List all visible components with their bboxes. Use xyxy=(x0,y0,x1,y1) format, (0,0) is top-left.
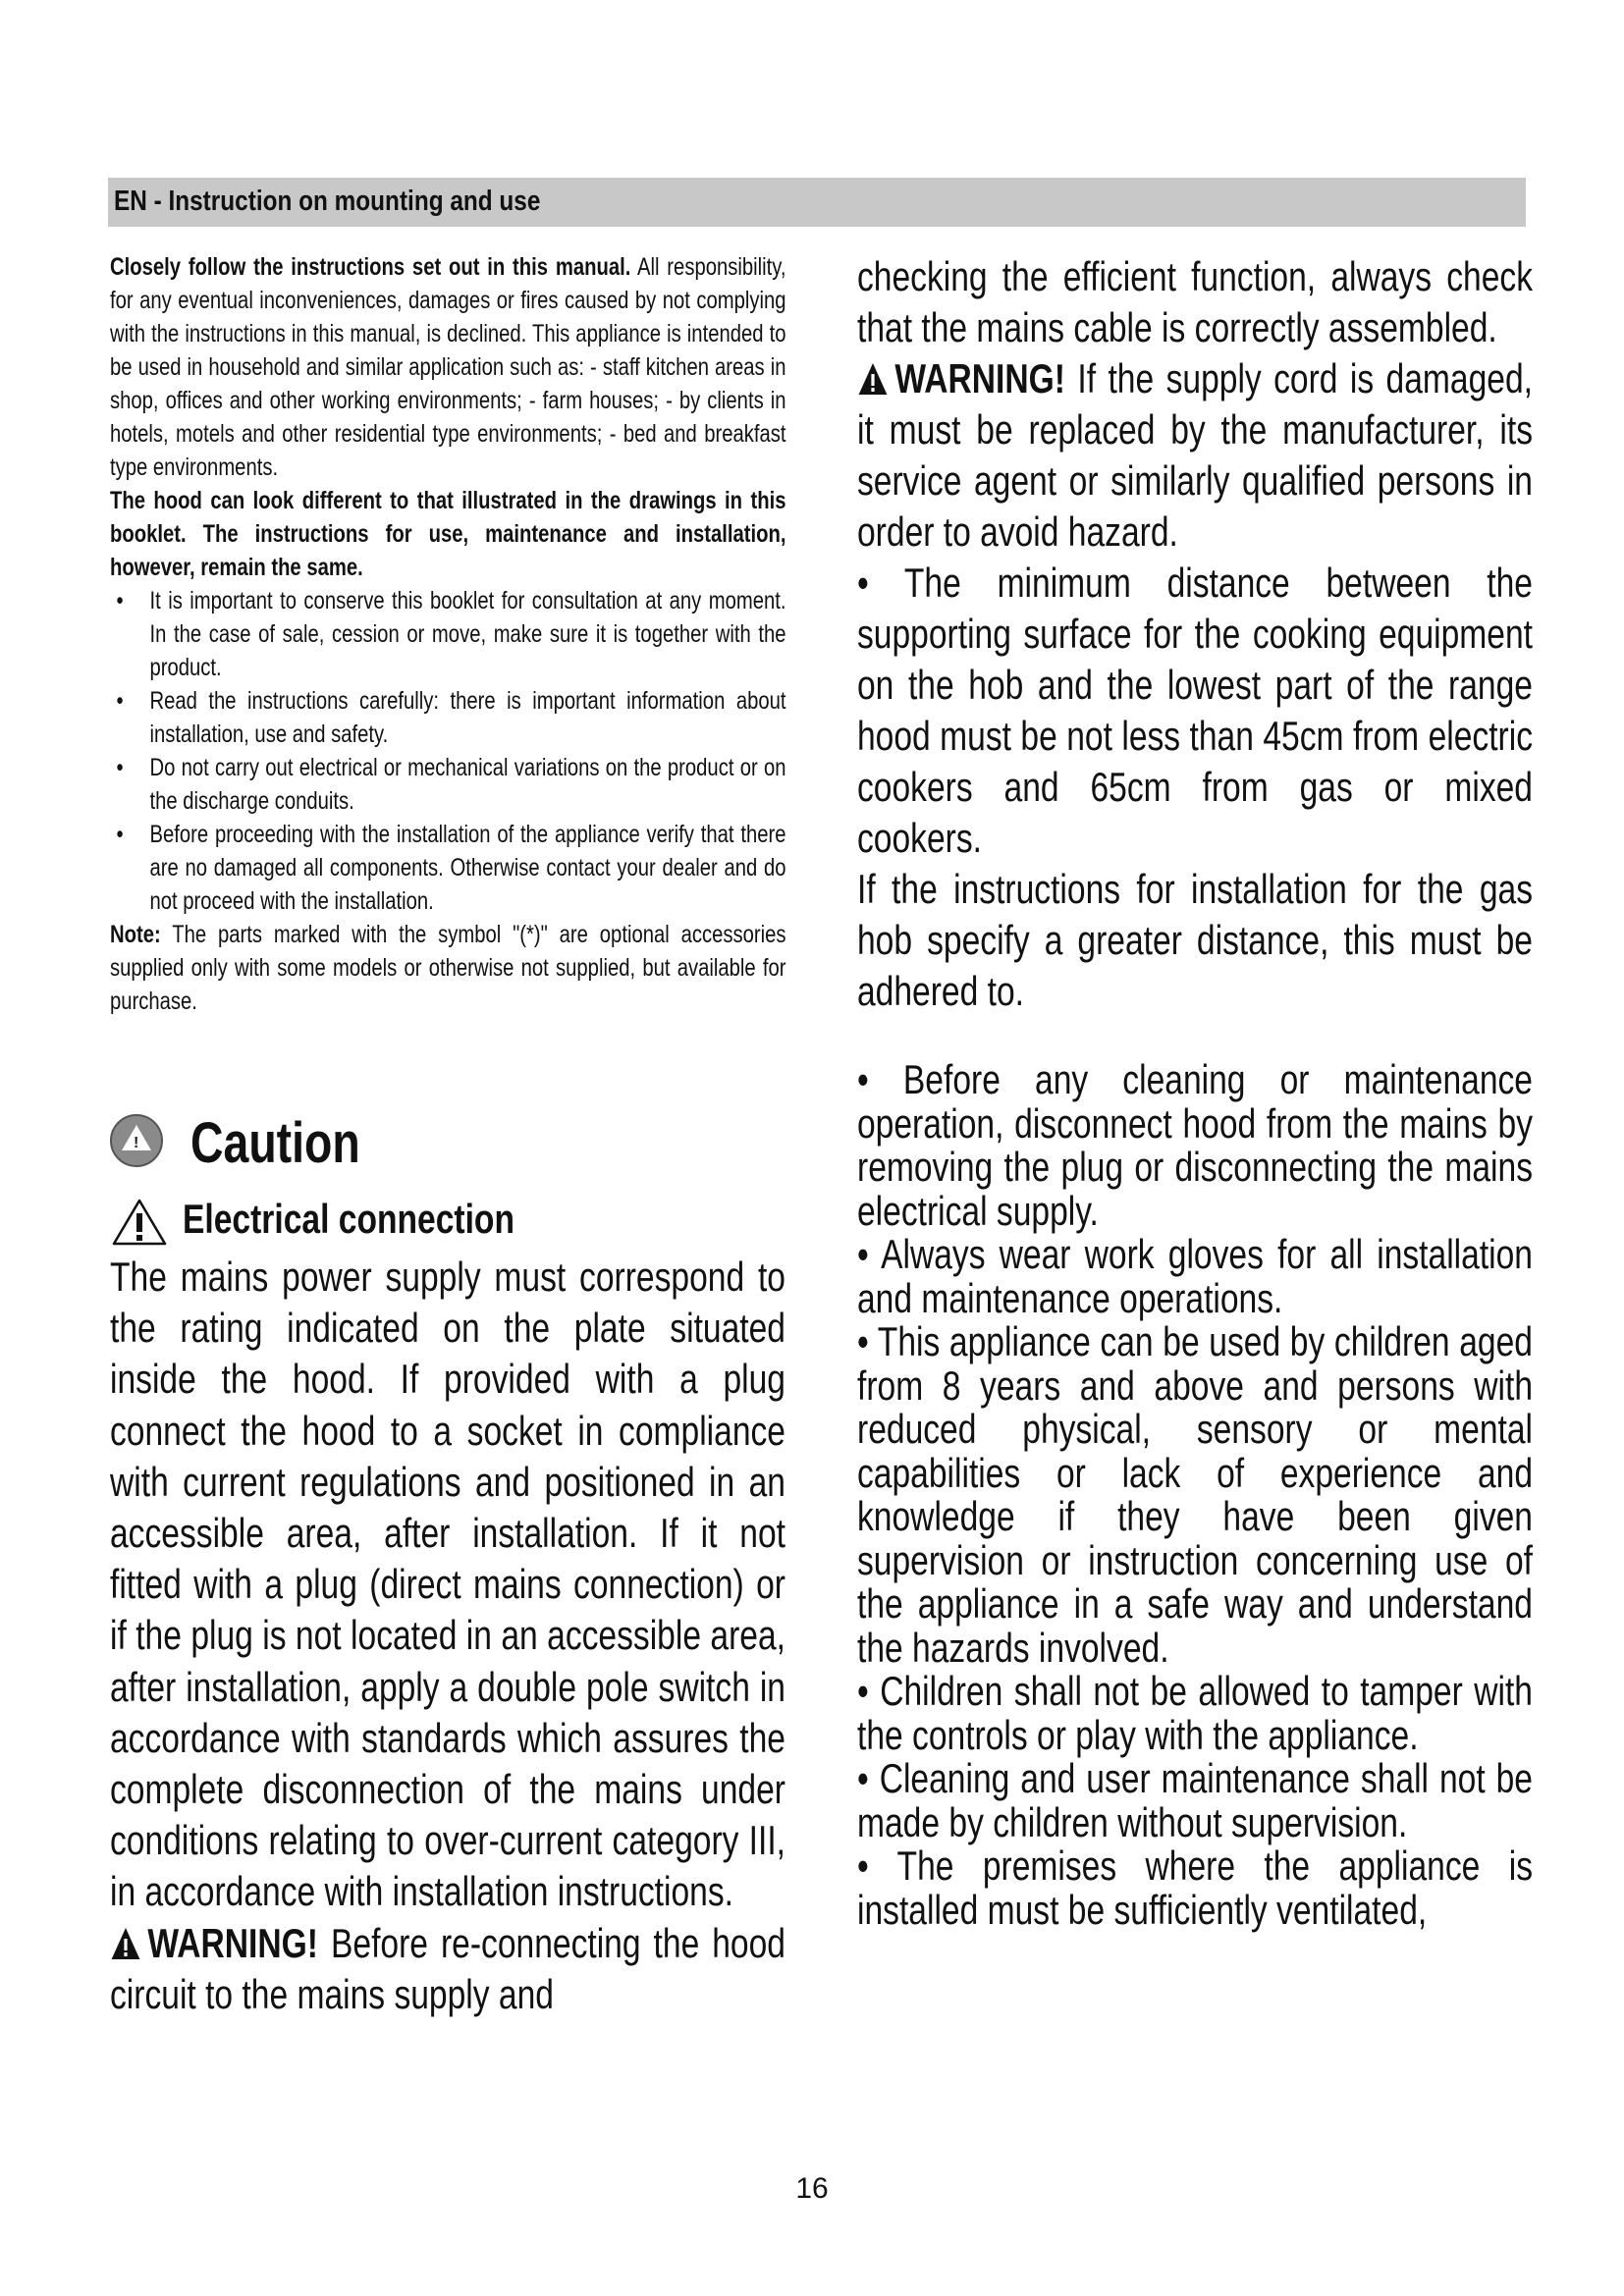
section-header-bar xyxy=(108,178,1526,227)
electrical-heading xyxy=(110,1195,785,1252)
warning-label: WARNING! xyxy=(147,1919,318,1966)
right-upper-block xyxy=(857,251,1533,1017)
electrical-title: Electrical connection xyxy=(183,1196,514,1242)
intro-paragraph xyxy=(110,250,786,484)
list-item: • It is important to conserve this booklet for consultation at any moment. In the case of sale, cession or move, make sure it is together with the product. xyxy=(110,584,786,684)
continuation-paragraph: checking the efficient function, always check that the mains cable is correctly assembled. xyxy=(857,253,1533,350)
list-item: • Before any cleaning or maintenance operation, disconnect hood from the mains by removing the plug or disconnecting the mains electrical supply. xyxy=(857,1056,1533,1234)
list-item: • Always wear work gloves for all installation and maintenance operations. xyxy=(857,1231,1533,1321)
note-text: The parts marked with the symbol "(*)" are optional accessories supplied only with some models or otherwise not supplied, but available for purchase. xyxy=(110,921,786,1015)
warning-triangle-icon xyxy=(857,361,889,397)
warning-triangle-outline-icon xyxy=(110,1197,169,1248)
intro-block xyxy=(110,250,786,1018)
section-title: EN - Instruction on mounting and use xyxy=(114,186,541,217)
warning-label: WARNING! xyxy=(894,355,1065,401)
left-column xyxy=(110,250,786,2017)
warning-triangle-icon xyxy=(110,1926,141,1961)
intro-lead-text: All responsibility, for any eventual inconveniences, damages or fires caused by not complying with the instructions in this manual, is declined. This appliance is intended to be used in household and similar application such as: - staff kitchen areas in shop, offices and other working environments; - farm houses; - by clients in hotels, motels and other residential type environments; - bed and breakfast type environments. xyxy=(110,253,786,481)
electrical-warning xyxy=(110,1918,785,2020)
list-item: • Children shall not be allowed to tamper with the controls or play with the appliance. xyxy=(857,1668,1533,1758)
electrical-paragraph: The mains power supply must correspond to the rating indicated on the plate situated inside the hood. If provided with a plug connect the hood to a socket in compliance with current regulations and positioned in an accessible area, after installation. If it not fitted with a plug (direct mains connection) or if the plug is not located in an accessible area, after installation, apply a double pole switch in accordance with standards which assures the complete disconnection of the mains under conditions relating to over-current category III, in accordance with installation instructions. xyxy=(110,1254,785,1915)
distance-bullet: • The minimum distance between the supporting surface for the cooking equipment on the hob and the lowest part of the range hood must be not less than 45cm from electric cookers and 65cm from gas or mixed cookers. xyxy=(857,560,1533,861)
warning-text: If the supply cord is damaged, it must be replaced by the manufacturer, its service agent or similarly qualified persons in order to avoid hazard. xyxy=(857,355,1533,555)
list-item: • Cleaning and user maintenance shall not be made by children without supervision. xyxy=(857,1755,1533,1845)
electrical-body xyxy=(110,1252,785,2020)
right-column xyxy=(857,251,1533,1933)
caution-heading xyxy=(110,1112,785,1181)
supply-cord-warning xyxy=(857,353,1533,558)
list-item: • The premises where the appliance is installed must be sufficiently ventilated, xyxy=(857,1842,1533,1933)
caution-title: Caution xyxy=(190,1111,360,1175)
list-item: • Before proceeding with the installation of the appliance verify that there are no damaged all components. Otherwise contact your dealer and do not proceed with the installation. xyxy=(110,818,786,918)
caution-icon: ! xyxy=(110,1114,163,1167)
list-item: • Do not carry out electrical or mechanical variations on the product or on the discharge conduits. xyxy=(110,751,786,818)
note-label: Note: xyxy=(110,921,161,948)
list-item: • Read the instructions carefully: there is important information about installation, use and safety. xyxy=(110,684,786,751)
intro-bullet-list xyxy=(110,584,786,918)
right-lower-block xyxy=(857,1058,1533,1932)
note-paragraph xyxy=(110,918,786,1018)
page-number: 16 xyxy=(795,2172,829,2205)
caution-section xyxy=(110,1095,785,2020)
list-item: • This appliance can be used by children aged from 8 years and above and persons with reduced physical, sensory or mental capabilities or lack of experience and knowledge if they have been given supervision or instruction concerning use of the appliance in a safe way and understand the hazards involved. xyxy=(857,1318,1533,1671)
intro-lead-bold: Closely follow the instructions set out in this manual. xyxy=(110,253,631,281)
warning-text: Before re-connecting the hood circuit to the mains supply and xyxy=(110,1919,785,2017)
intro-bold-paragraph: The hood can look different to that illustrated in the drawings in this booklet. The instructions for use, maintenance and installation, however, remain the same. xyxy=(110,487,786,581)
gas-hob-paragraph: If the instructions for installation for the gas hob specify a greater distance, this must be adhered to. xyxy=(857,866,1533,1014)
